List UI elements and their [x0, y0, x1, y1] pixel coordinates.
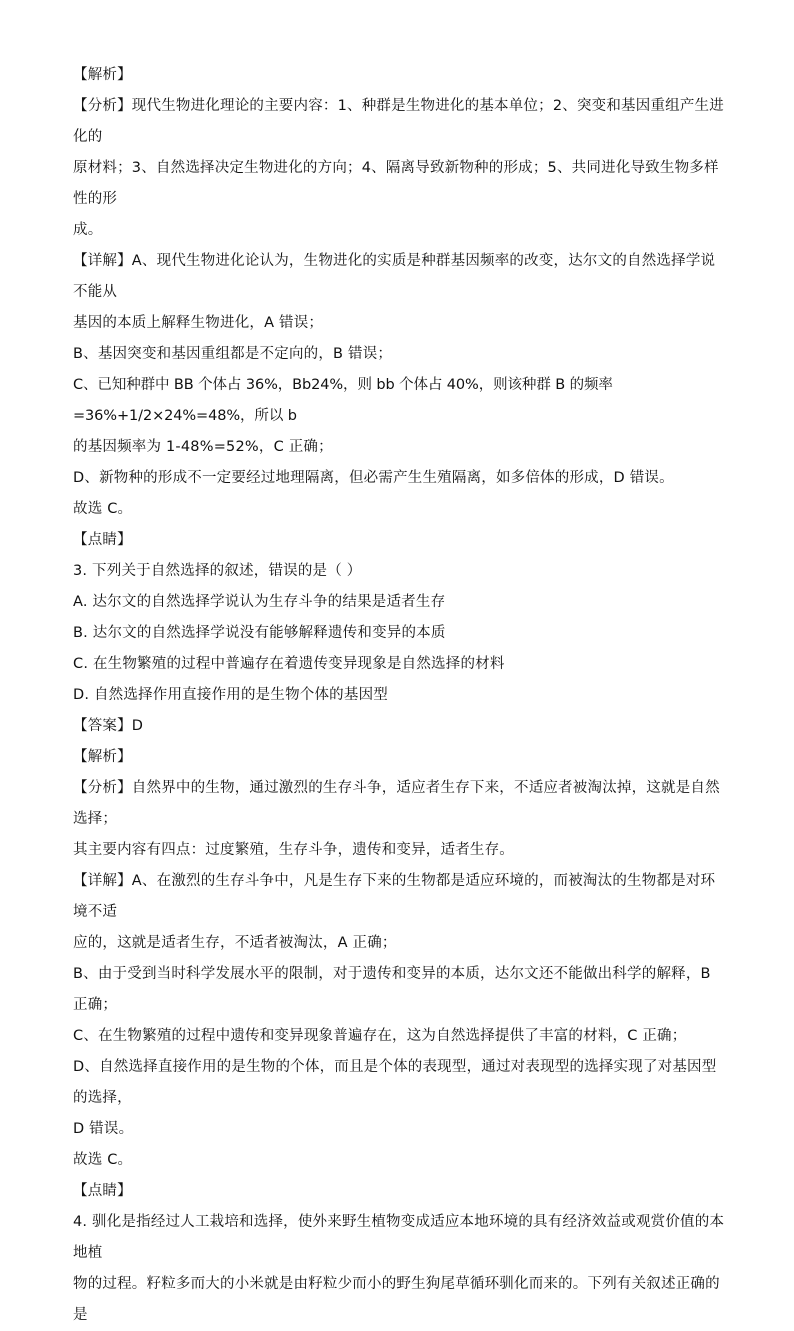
q4-question-line-1: 4. 驯化是指经过人工栽培和选择，使外来野生植物变成适应本地环境的具有经济效益或观赏价值的本地植: [73, 1214, 725, 1261]
q3-answer: 【答案】D: [73, 718, 144, 734]
q3-xiangjie-line-2: 应的，这就是适者生存，不适者被淘汰，A 正确；: [73, 935, 397, 951]
q2-fenxi-line-2: 原材料；3、自然选择决定生物进化的方向；4、隔离导致新物种的形成；5、共同进化导致生物多样性的形: [73, 160, 719, 207]
q3-dianjing-heading: 【点睛】: [73, 1183, 132, 1199]
q2-option-b: B、基因突变和基因重组都是不定向的，B 错误；: [73, 346, 393, 362]
q4-question-line-2: 物的过程。籽粒多而大的小米就是由籽粒少而小的野生狗尾草循环驯化而来的。下列有关叙述正确的是: [73, 1276, 720, 1323]
q3-option-d-line-1: D、自然选择直接作用的是生物的个体，而且是个体的表现型，通过对表现型的选择实现了对基因型的选择，: [73, 1059, 717, 1106]
q2-option-c-line-2: 的基因频率为 1-48%=52%，C 正确；: [73, 439, 333, 455]
q2-conclusion: 故选 C。: [73, 501, 133, 517]
q3-choice-b: B. 达尔文的自然选择学说没有能够解释遗传和变异的本质: [73, 625, 446, 641]
q3-choice-a: A. 达尔文的自然选择学说认为生存斗争的结果是适者生存: [73, 594, 446, 610]
q2-analysis-heading: 【解析】: [73, 67, 132, 83]
q3-fenxi-line-1: 【分析】自然界中的生物，通过激烈的生存斗争，适应者生存下来，不适应者被淘汰掉，这就是自然选择；: [73, 780, 720, 827]
q3-question: 3. 下列关于自然选择的叙述，错误的是（ ）: [73, 563, 362, 579]
q3-analysis-heading: 【解析】: [73, 749, 132, 765]
q2-fenxi-line-1: 【分析】现代生物进化理论的主要内容：1、种群是生物进化的基本单位；2、突变和基因重组产生进化的: [73, 98, 724, 145]
q2-xiangjie-line-1: 【详解】A、现代生物进化论认为，生物进化的实质是种群基因频率的改变，达尔文的自然选择学说不能从: [73, 253, 716, 300]
q3-xiangjie-line-1: 【详解】A、在激烈的生存斗争中，凡是生存下来的生物都是适应环境的，而被淘汰的生物都是对环境不适: [73, 873, 716, 920]
q3-conclusion: 故选 C。: [73, 1152, 133, 1168]
q3-choice-d: D. 自然选择作用直接作用的是生物个体的基因型: [73, 687, 388, 703]
q2-dianjing-heading: 【点睛】: [73, 532, 132, 548]
q3-option-d-line-2: D 错误。: [73, 1121, 134, 1137]
q3-option-c: C、在生物繁殖的过程中遗传和变异现象普遍存在，这为自然选择提供了丰富的材料，C 正确；: [73, 1028, 687, 1044]
q3-choice-c: C. 在生物繁殖的过程中普遍存在着遗传变异现象是自然选择的材料: [73, 656, 505, 672]
q2-fenxi-line-3: 成。: [73, 222, 103, 238]
document-content: [73, 60, 725, 1331]
q2-option-d: D、新物种的形成不一定要经过地理隔离，但必需产生生殖隔离，如多倍体的形成，D 错误。: [73, 470, 674, 486]
q2-option-c-line-1: C、已知种群中 BB 个体占 36%，Bb24%，则 bb 个体占 40%，则该种群 B 的频率=36%+1/2×24%=48%，所以 b: [73, 377, 613, 424]
q2-xiangjie-line-2: 基因的本质上解释生物进化，A 错误；: [73, 315, 324, 331]
q3-option-b: B、由于受到当时科学发展水平的限制，对于遗传和变异的本质，达尔文还不能做出科学的解释，B 正确；: [73, 966, 711, 1013]
q3-fenxi-line-2: 其主要内容有四点：过度繁殖，生存斗争，遗传和变异，适者生存。: [73, 842, 514, 858]
